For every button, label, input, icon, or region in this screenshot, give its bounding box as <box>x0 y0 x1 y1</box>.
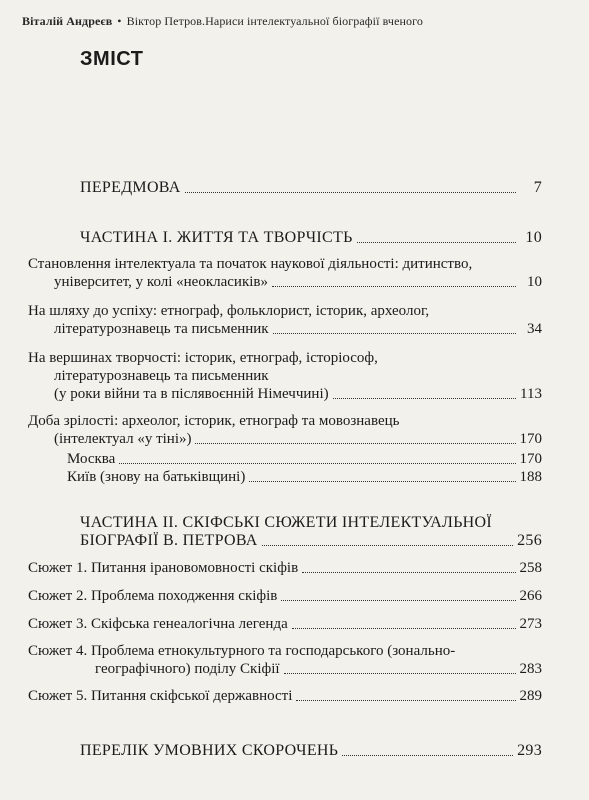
toc-entry-chapter-2-line-1[interactable]: На шляху до успіху: етнограф, фольклорист, історик, археолог, <box>28 303 430 319</box>
header-separator: • <box>117 14 122 28</box>
toc-entry-abbreviations[interactable] <box>80 741 542 761</box>
toc-entry-chapter-3[interactable] <box>54 384 542 404</box>
toc-entry-part-2-line-1[interactable]: ЧАСТИНА ІІ. СКІФСЬКІ СЮЖЕТИ ІНТЕЛЕКТУАЛЬНОЇ <box>80 514 493 531</box>
toc-entry-plot-1[interactable] <box>28 558 542 578</box>
dot-leader <box>292 628 516 629</box>
toc-entry-chapter-4-line-1[interactable]: Доба зрілості: археолог, історик, етнограф та мовознавець <box>28 413 400 429</box>
toc-page-number: 188 <box>519 469 542 485</box>
toc-page-number: 293 <box>517 742 542 759</box>
toc-entry-label: Сюжет 5. Питання скіфської державності <box>28 688 293 704</box>
dot-leader <box>333 398 516 399</box>
toc-entry-chapter-1[interactable] <box>54 272 542 292</box>
toc-entry-label: географічного) поділу Скіфії <box>95 661 280 677</box>
toc-entry-label: Москва <box>67 451 116 467</box>
toc-entry-label: Сюжет 3. Скіфська генеалогічна легенда <box>28 616 288 632</box>
toc-entry-part-2[interactable] <box>80 531 542 551</box>
toc-entry-chapter-3-line-2[interactable]: літературознавець та письменник <box>54 368 269 384</box>
dot-leader <box>296 700 515 701</box>
toc-page-number: 7 <box>533 179 542 196</box>
page-title: ЗМІСТ <box>80 48 144 70</box>
dot-leader <box>302 572 515 573</box>
toc-page-number: 273 <box>519 616 542 632</box>
header-book-title: Віктор Петров.Нариси інтелектуальної біографії вченого <box>126 14 423 28</box>
dot-leader <box>185 192 516 193</box>
toc-page-number: 283 <box>519 661 542 677</box>
dot-leader <box>195 443 515 444</box>
dot-leader <box>281 600 515 601</box>
toc-entry-label: ПЕРЕДМОВА <box>80 179 181 196</box>
toc-page-number: 170 <box>519 451 542 467</box>
header-author: Віталій Андреєв <box>22 14 113 28</box>
dot-leader <box>249 481 515 482</box>
dot-leader <box>284 673 516 674</box>
toc-page-number: 170 <box>519 431 542 447</box>
dot-leader <box>357 242 516 243</box>
toc-entry-plot-2[interactable] <box>28 586 542 606</box>
toc-page-number: 256 <box>517 532 542 549</box>
toc-page-number: 10 <box>525 229 542 246</box>
toc-entry-part-1[interactable] <box>80 228 542 248</box>
dot-leader <box>273 333 516 334</box>
toc-entry-label: ПЕРЕЛІК УМОВНИХ СКОРОЧЕНЬ <box>80 742 339 759</box>
toc-page-number: 113 <box>520 386 542 402</box>
toc-entry-label: (інтелектуал «у тіні») <box>54 431 192 447</box>
dot-leader <box>262 545 513 546</box>
toc-entry-plot-4[interactable] <box>95 659 542 679</box>
toc-entry-label: Сюжет 2. Проблема походження скіфів <box>28 588 278 604</box>
toc-page-number: 266 <box>519 588 542 604</box>
toc-page-number: 10 <box>527 274 542 290</box>
toc-entry-plot-4-line-1[interactable]: Сюжет 4. Проблема етнокультурного та господарського (зонально- <box>28 643 456 659</box>
toc-entry-label: (у роки війни та в післявоєнній Німеччині) <box>54 386 329 402</box>
dot-leader <box>119 463 515 464</box>
toc-entry-chapter-1-line-1[interactable]: Становлення інтелектуала та початок наукової діяльності: дитинство, <box>28 256 473 272</box>
toc-entry-chapter-3-line-1[interactable]: На вершинах творчості: історик, етнограф, історіософ, <box>28 350 378 366</box>
toc-entry-chapter-4[interactable] <box>54 429 542 449</box>
toc-entry-plot-5[interactable] <box>28 686 542 706</box>
toc-entry-chapter-2[interactable] <box>54 319 542 339</box>
toc-page-number: 258 <box>519 560 542 576</box>
toc-page-number: 34 <box>527 321 542 337</box>
toc-entry-label: Сюжет 1. Питання ірановомовності скіфів <box>28 560 299 576</box>
toc-entry-plot-3[interactable] <box>28 614 542 634</box>
toc-entry-moscow[interactable] <box>67 449 542 469</box>
dot-leader <box>342 755 513 756</box>
toc-entry-label: БІОГРАФІЇ В. ПЕТРОВА <box>80 532 258 549</box>
toc-entry-preface[interactable] <box>80 178 542 198</box>
toc-entry-label: ЧАСТИНА І. ЖИТТЯ ТА ТВОРЧІСТЬ <box>80 229 353 246</box>
toc-entry-label: літературознавець та письменник <box>54 321 269 337</box>
toc-entry-label: університет, у колі «неокласиків» <box>54 274 268 290</box>
toc-entry-label: Київ (знову на батьківщині) <box>67 469 246 485</box>
toc-entry-kyiv[interactable] <box>67 467 542 487</box>
dot-leader <box>272 286 516 287</box>
toc-page-number: 289 <box>519 688 542 704</box>
